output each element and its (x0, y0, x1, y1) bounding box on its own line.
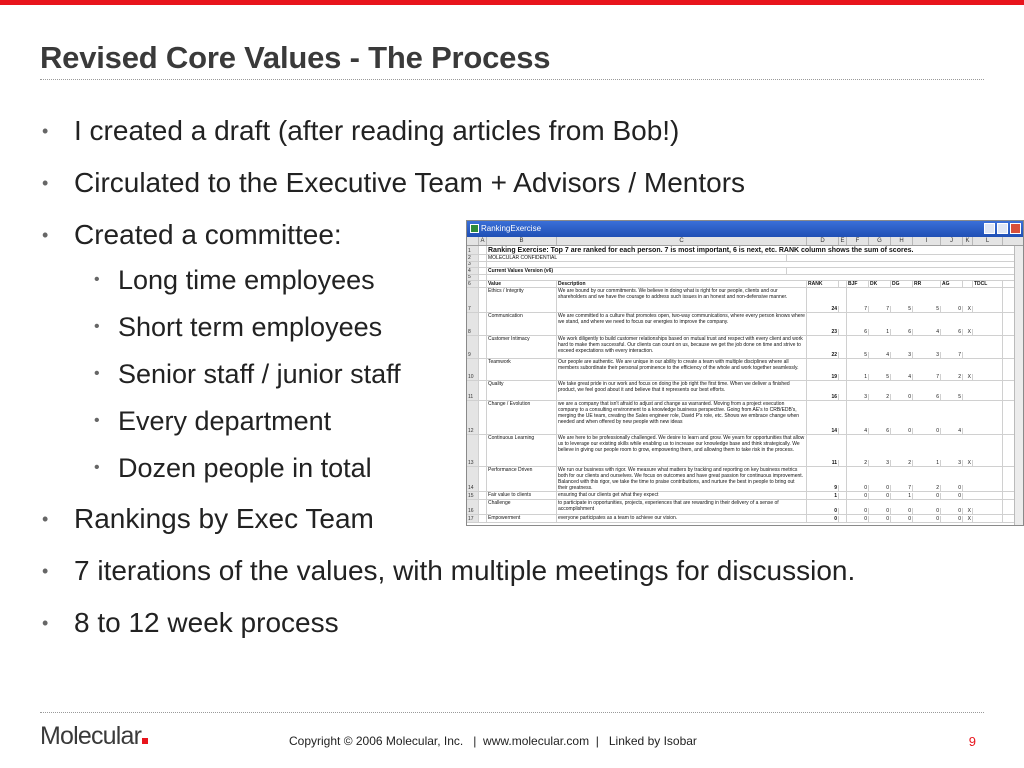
sub-bullet-department: • Every department (42, 403, 902, 439)
score-cell: 7 (913, 374, 941, 380)
score-cell: 5 (869, 374, 891, 380)
cell-a3 (479, 262, 487, 267)
copyright-text: Copyright © 2006 Molecular, Inc. | www.molecular.com | Linked by Isobar (289, 734, 697, 748)
table-row (467, 515, 1023, 523)
cell-l (973, 435, 1003, 466)
sub-bullet-dozen: • Dozen people in total (42, 450, 902, 486)
cell-a (479, 515, 487, 522)
score-cell: 3 (913, 352, 941, 358)
cell-l (973, 336, 1003, 358)
score-cell: 0 (891, 516, 913, 522)
cell-e (839, 492, 847, 499)
cell-a4 (479, 268, 487, 274)
row-number: 11 (467, 381, 479, 400)
score-cell: 4 (847, 428, 869, 434)
mark-cell: X (963, 306, 973, 312)
row-number: 5 (467, 275, 479, 280)
row-number: 10 (467, 359, 479, 380)
cell-l (973, 313, 1003, 335)
excel-icon (470, 224, 479, 233)
row-number: 1 (467, 246, 479, 254)
confidential-label: MOLECULAR CONFIDENTIAL (487, 255, 787, 261)
score-cell: 0 (941, 485, 963, 491)
header-c3: DG (891, 281, 913, 287)
column-header-corner (467, 237, 479, 245)
score-cell: 1 (869, 329, 891, 335)
table-row (467, 381, 1023, 401)
score-cell: 7 (891, 485, 913, 491)
column-header-i[interactable]: I (913, 237, 941, 245)
score-cell: 3 (869, 460, 891, 466)
score-cell: 4 (891, 374, 913, 380)
spreadsheet-screenshot (466, 220, 1024, 526)
score-cell: 0 (847, 508, 869, 514)
close-icon (1010, 223, 1021, 234)
score-cell: 5 (941, 394, 963, 400)
value-name-cell: Empowerment (487, 515, 557, 522)
mark-cell: X (963, 329, 973, 335)
score-cell: 5 (847, 352, 869, 358)
score-cell: 6 (847, 329, 869, 335)
header-value: Value (487, 281, 557, 287)
description-cell: We are committed to a culture that promotes open, two-way communications, where every person knows where we stand, and where we need to focus our energies to improve the company. (557, 313, 807, 335)
value-name-cell: Quality (487, 381, 557, 400)
cell-e (839, 401, 847, 434)
table-row (467, 401, 1023, 435)
rank-cell: 22 (807, 352, 839, 358)
score-cell: 2 (941, 374, 963, 380)
score-cell: 3 (847, 394, 869, 400)
header-c2: DK (869, 281, 891, 287)
score-cell: 1 (913, 460, 941, 466)
header-c5: AG (941, 281, 963, 287)
spreadsheet-titlebar (467, 221, 1023, 237)
cell-e6 (839, 281, 847, 287)
table-row (467, 467, 1023, 492)
cell-a (479, 401, 487, 434)
row-number: 13 (467, 435, 479, 466)
score-cell: 7 (869, 306, 891, 312)
rank-cell: 19 (807, 374, 839, 380)
cell-l (973, 500, 1003, 514)
value-name-cell: Continuous Learning (487, 435, 557, 466)
score-cell: 0 (913, 493, 941, 499)
minimize-icon (984, 223, 995, 234)
mark-cell: X (963, 508, 973, 514)
value-name-cell: Challenge (487, 500, 557, 514)
score-cell: 0 (941, 508, 963, 514)
cell-a5 (479, 275, 487, 280)
score-cell: 6 (891, 329, 913, 335)
table-row (467, 255, 1023, 262)
score-cell: 4 (913, 329, 941, 335)
score-cell: 0 (913, 516, 941, 522)
score-cell: 7 (941, 352, 963, 358)
table-row (467, 288, 1023, 313)
description-cell: ensuring that our clients get what they expect (557, 492, 807, 499)
header-c1: BJF (847, 281, 869, 287)
cell-a (479, 381, 487, 400)
score-cell: 0 (869, 485, 891, 491)
slide-title: Revised Core Values - The Process (40, 40, 551, 75)
column-header-e[interactable]: E (839, 237, 847, 245)
score-cell: 0 (913, 428, 941, 434)
score-cell: 0 (891, 428, 913, 434)
row-number: 14 (467, 467, 479, 491)
score-cell: 0 (847, 493, 869, 499)
value-name-cell: Teamwork (487, 359, 557, 380)
score-cell: 6 (869, 428, 891, 434)
bullet-process-length: • 8 to 12 week process (42, 604, 902, 642)
header-description: Description (557, 281, 807, 287)
score-cell: 6 (941, 329, 963, 335)
bullet-circulated: • Circulated to the Executive Team + Advisors / Mentors (42, 164, 902, 202)
score-cell: 0 (941, 306, 963, 312)
row-number: 15 (467, 492, 479, 499)
spreadsheet-scrollbar (1014, 246, 1023, 525)
cell-a (479, 492, 487, 499)
table-row (467, 492, 1023, 500)
maximize-icon (997, 223, 1008, 234)
table-row (467, 281, 1023, 288)
row-number: 4 (467, 268, 479, 274)
description-cell: Our people are authentic. We are unique in our ability to create a team with multiple disciplines where all members subordinate their personal prominence to the efficiency of the whole and work together seamlessly. (557, 359, 807, 380)
rank-cell: 14 (807, 428, 839, 434)
cell-l (973, 401, 1003, 434)
header-c4: RR (913, 281, 941, 287)
header-rank: RANK (807, 281, 839, 287)
table-row (467, 500, 1023, 515)
column-header-h[interactable]: H (891, 237, 913, 245)
cell-a (479, 313, 487, 335)
score-cell: 0 (941, 493, 963, 499)
value-name-cell: Customer Intimacy (487, 336, 557, 358)
cell-a6 (479, 281, 487, 287)
mark-cell: X (963, 374, 973, 380)
bullet-committee: • Created a committee: (42, 216, 902, 254)
cell-e (839, 288, 847, 312)
score-cell: 1 (847, 374, 869, 380)
score-cell: 0 (847, 485, 869, 491)
description-cell: we are a company that isn't afraid to adjust and change as warranted. Moving from a project execution company to a consulting environment to a knowledge business perspective. Going from AE's to CRB/EDB's, merging the UE team, creating the Sales engineer role, David P's role, etc. Shows we embrace change when needed and when offered by new people with new ideas (557, 401, 807, 434)
cell-l (973, 288, 1003, 312)
rank-cell: 23 (807, 329, 839, 335)
score-cell: 5 (913, 306, 941, 312)
cell-k6 (963, 281, 973, 287)
cell-a (479, 435, 487, 466)
value-name-cell: Performance Driven (487, 467, 557, 491)
bullet-iterations: • 7 iterations of the values, with multiple meetings for discussion. (42, 552, 862, 590)
row-number: 16 (467, 500, 479, 514)
description-cell: We work diligently to build customer relationships based on mutual trust and respect with every client and work hard to make them successful. Our clients can count on us, because we get the job done on time and strive to exceed expectations with every interaction. (557, 336, 807, 358)
rank-cell: 11 (807, 460, 839, 466)
bullet-rankings: • Rankings by Exec Team (42, 500, 902, 538)
description-cell: We run our business with rigor. We measure what matters by tracking and reporting on key business metrics both for our clients and ourselves. We focus on outcomes and have great passion for continuous improvement. Balanced with this rigor, we take the time to praise contributions, and nurture the best in people to bring out their greatness. (557, 467, 807, 491)
sub-bullet-senior-junior: • Senior staff / junior staff (42, 356, 902, 392)
cell-e (839, 381, 847, 400)
value-name-cell: Fair value to clients (487, 492, 557, 499)
score-cell: 0 (869, 516, 891, 522)
column-header-d[interactable]: D (807, 237, 839, 245)
top-accent-bar (0, 0, 1024, 5)
score-cell: 0 (891, 394, 913, 400)
column-header-a[interactable]: A (479, 237, 487, 245)
row-number: 7 (467, 288, 479, 312)
logo-dot (142, 738, 148, 744)
cell-l (973, 359, 1003, 380)
score-cell: 7 (847, 306, 869, 312)
row-number: 6 (467, 281, 479, 287)
score-cell: 0 (869, 493, 891, 499)
cell-l (973, 515, 1003, 522)
value-name-cell: Ethics / Integrity (487, 288, 557, 312)
row-number: 2 (467, 255, 479, 261)
cell-a (479, 467, 487, 491)
row-number: 17 (467, 515, 479, 522)
row-number: 3 (467, 262, 479, 267)
spreadsheet-rows (467, 246, 1023, 523)
sub-bullet-long-time: • Long time employees (42, 262, 902, 298)
column-headers (467, 237, 1023, 246)
mark-cell: X (963, 460, 973, 466)
score-cell: 0 (847, 516, 869, 522)
sub-bullet-short-term: • Short term employees (42, 309, 902, 345)
cell-e (839, 435, 847, 466)
cell-a (479, 336, 487, 358)
table-row (467, 359, 1023, 381)
value-name-cell: Change / Evolution (487, 401, 557, 434)
row-number: 8 (467, 313, 479, 335)
table-row (467, 336, 1023, 359)
cell-a1 (479, 246, 487, 254)
table-row (467, 268, 1023, 275)
cell-l (973, 467, 1003, 491)
rank-cell: 16 (807, 394, 839, 400)
score-cell: 3 (941, 460, 963, 466)
rank-cell: 9 (807, 485, 839, 491)
header-c6: TDCL (973, 281, 1003, 287)
sheet-title-cell: Ranking Exercise: Top 7 are ranked for each person. 7 is most important, 6 is next, etc. RANK column shows the sum of scores. (487, 246, 1007, 254)
value-name-cell: Communication (487, 313, 557, 335)
description-cell: We take great pride in our work and focus on doing the job right the first time. When we deliver a finished product, we feel good about it and believe that it represents our best efforts. (557, 381, 807, 400)
table-row (467, 313, 1023, 336)
column-header-j[interactable]: J (941, 237, 963, 245)
score-cell: 2 (891, 460, 913, 466)
table-row (467, 435, 1023, 467)
column-header-c[interactable]: C (557, 237, 807, 245)
score-cell: 0 (941, 516, 963, 522)
description-cell: everyone participates as a team to achieve our vision. (557, 515, 807, 522)
cell-e (839, 313, 847, 335)
cell-a (479, 500, 487, 514)
bullet-draft: • I created a draft (after reading articles from Bob!) (42, 112, 902, 150)
logo-text: Molecular (40, 722, 142, 750)
score-cell: 0 (869, 508, 891, 514)
description-cell: We are bound by our commitments. We believe in doing what is right for our people, clients and our shareholders and we have the courage to address such issues in an honest and non-defensive manner. (557, 288, 807, 312)
score-cell: 0 (891, 508, 913, 514)
cell-a (479, 288, 487, 312)
row-number: 12 (467, 401, 479, 434)
score-cell: 4 (941, 428, 963, 434)
cell-l (973, 492, 1003, 499)
rank-cell: 0 (807, 516, 839, 522)
score-cell: 6 (913, 394, 941, 400)
page-number: 9 (968, 734, 976, 749)
cell-e (839, 336, 847, 358)
rank-cell: 1 (807, 493, 839, 499)
score-cell: 2 (913, 485, 941, 491)
spreadsheet-window-title: RankingExercise (481, 224, 542, 233)
cell-e (839, 500, 847, 514)
column-header-f[interactable]: F (847, 237, 869, 245)
cell-a2 (479, 255, 487, 261)
table-row (467, 246, 1023, 255)
row-number: 9 (467, 336, 479, 358)
cell-a (479, 359, 487, 380)
rank-cell: 24 (807, 306, 839, 312)
version-label: Current Values Version (v6) (487, 268, 787, 274)
column-header-l[interactable]: L (973, 237, 1003, 245)
cell-l (973, 381, 1003, 400)
cell-e (839, 467, 847, 491)
column-header-g[interactable]: G (869, 237, 891, 245)
window-controls (984, 223, 1021, 234)
mark-cell: X (963, 516, 973, 522)
description-cell: to participate in opportunities, projects, experiences that are rewarding in their delivery of a sense of accomplishment (557, 500, 807, 514)
description-cell: We are here to be professionally challenged. We desire to learn and grow. We yearn for opportunities that allow us to leverage our existing skills while enabling us to increase our knowledge base and think strategically. We believe in giving our people room to grow, empowering them, and allowing them to take risk in the process. (557, 435, 807, 466)
score-cell: 2 (869, 394, 891, 400)
score-cell: 2 (847, 460, 869, 466)
cell-e (839, 359, 847, 380)
score-cell: 0 (913, 508, 941, 514)
rank-cell: 0 (807, 508, 839, 514)
score-cell: 3 (891, 352, 913, 358)
score-cell: 4 (869, 352, 891, 358)
footer-divider (40, 712, 984, 713)
column-header-k[interactable]: K (963, 237, 973, 245)
cell-e (839, 515, 847, 522)
molecular-logo (40, 722, 148, 751)
title-divider (40, 79, 984, 80)
column-header-b[interactable]: B (487, 237, 557, 245)
score-cell: 5 (891, 306, 913, 312)
score-cell: 1 (891, 493, 913, 499)
